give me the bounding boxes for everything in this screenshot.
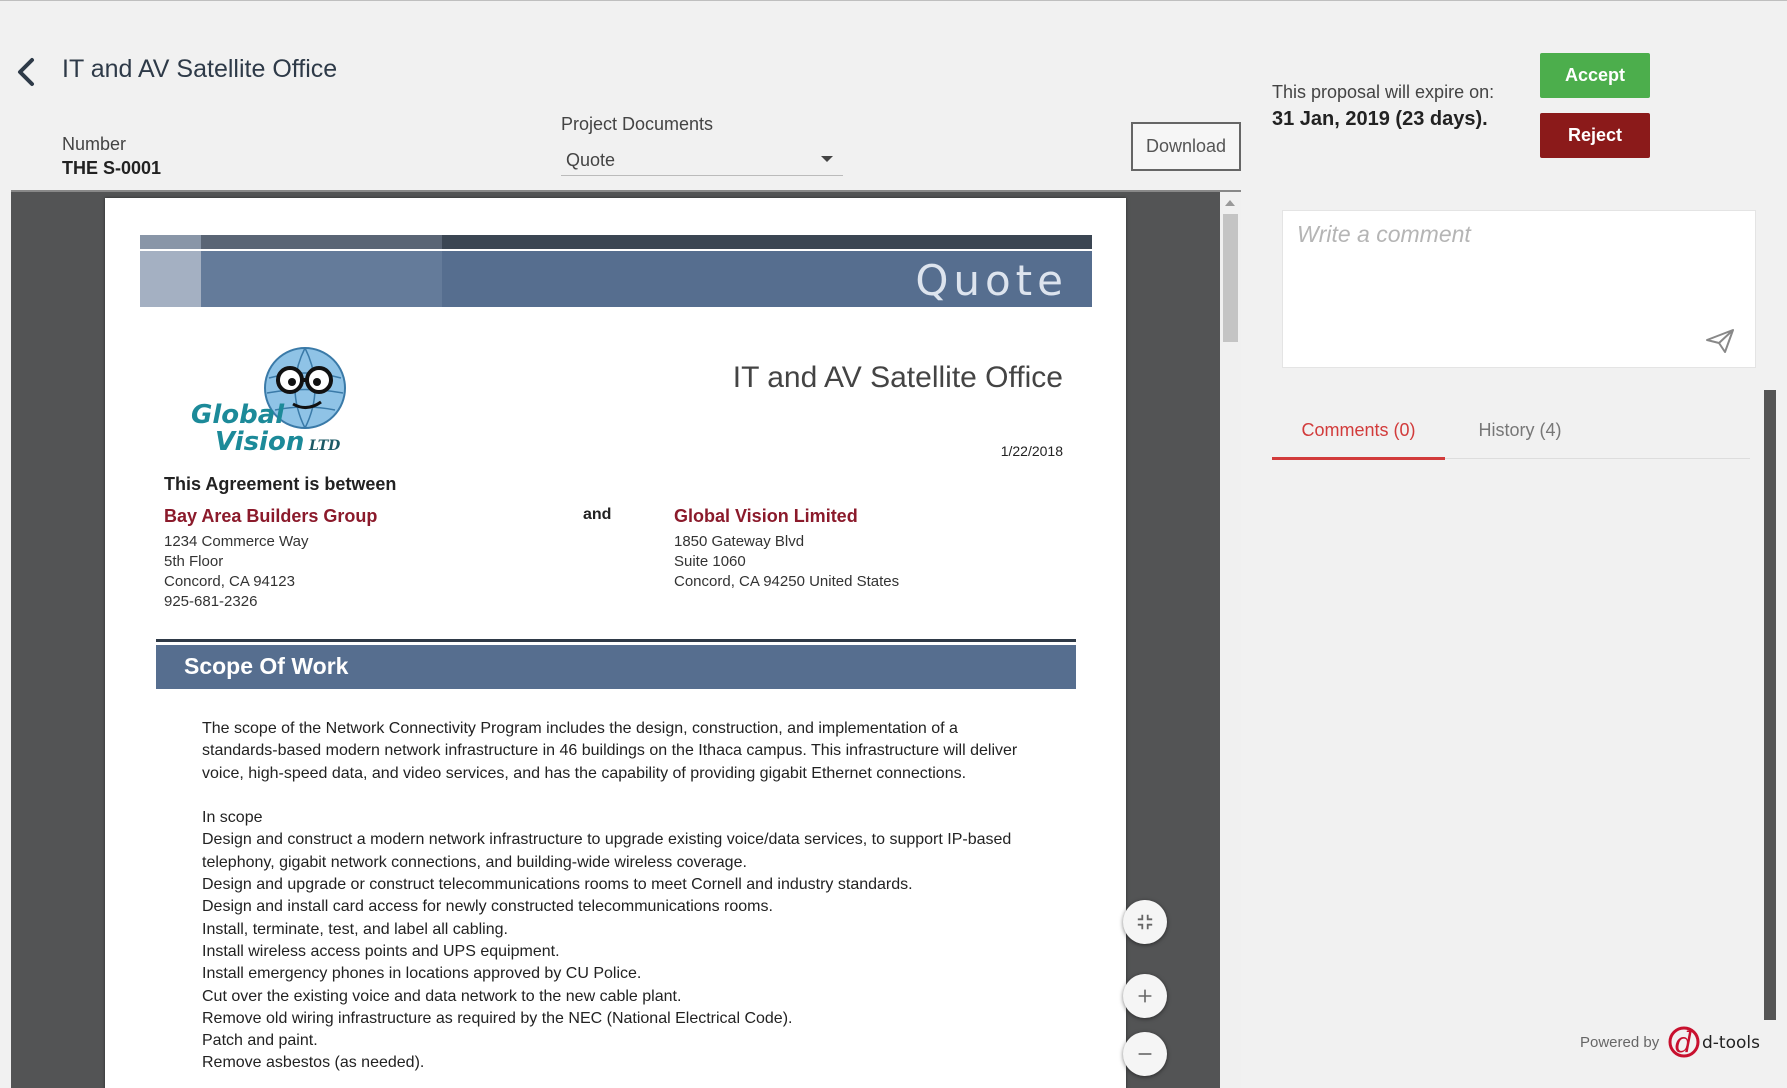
- download-button[interactable]: Download: [1131, 122, 1241, 171]
- comment-box: [1282, 210, 1756, 368]
- banner-top-stripe: [140, 235, 1092, 249]
- number-value: THE S-0001: [62, 158, 162, 178]
- scope-item: Remove asbestos (as needed).: [202, 1054, 425, 1072]
- dtools-brand-text: d-tools: [1702, 1033, 1760, 1053]
- scroll-up-icon[interactable]: [1225, 200, 1235, 206]
- banner: [140, 251, 1092, 307]
- document-date: 1/22/2018: [1000, 443, 1063, 459]
- banner-title: Quote: [915, 256, 1068, 305]
- svg-text:d: d: [1675, 1026, 1693, 1059]
- accept-button[interactable]: Accept: [1540, 53, 1650, 98]
- expire-date: 31 Jan, 2019 (23 days).: [1272, 108, 1488, 130]
- agreement-heading: This Agreement is between: [164, 474, 397, 494]
- vendor-address: [674, 532, 899, 592]
- client-address-line: Concord, CA 94123: [164, 573, 295, 590]
- and-text: and: [583, 506, 612, 523]
- scope-heading-bar: [156, 645, 1076, 689]
- zoom-out-button[interactable]: [1123, 1032, 1167, 1076]
- scope-item: Install emergency phones in locations approved by CU Police.: [202, 965, 642, 983]
- scope-body: [202, 718, 1022, 1075]
- zoom-in-button[interactable]: [1123, 974, 1167, 1018]
- fit-page-button[interactable]: [1123, 900, 1167, 944]
- scope-item: Install wireless access points and UPS equipment.: [202, 942, 560, 960]
- document-title: IT and AV Satellite Office: [732, 361, 1063, 394]
- client-name: Bay Area Builders Group: [164, 506, 378, 526]
- vendor-address-line: Suite 1060: [674, 553, 746, 570]
- panel-scrollbar[interactable]: [1764, 390, 1776, 1020]
- scope-item: Cut over the existing voice and data network to the new cable plant.: [202, 987, 682, 1005]
- scope-item: Install, terminate, test, and label all cabling.: [202, 920, 508, 938]
- caret-down-icon: [821, 156, 833, 162]
- scope-item: Patch and paint.: [202, 1032, 318, 1050]
- document-page: [105, 198, 1126, 1088]
- collapse-icon: [1136, 913, 1154, 931]
- tab-history[interactable]: History (4): [1478, 420, 1562, 440]
- scope-item: Design and construct a modern network infrastructure to upgrade existing voice/data services, to support IP-based telephony, gigabit network connections, and building-wide wireless coverage.: [202, 831, 1012, 871]
- scope-intro: The scope of the Network Connectivity Program includes the design, construction, and implementation of a standards-based modern network infrastructure in 46 buildings on the Ithaca campus. This infrastructure will deliver voice, high-speed data, and video services, and has the capability of providing gigabit Ethernet connections.: [202, 720, 1018, 782]
- scrollbar-thumb[interactable]: [1223, 214, 1238, 342]
- comment-input[interactable]: [1283, 211, 1755, 367]
- reject-button[interactable]: Reject: [1540, 113, 1650, 158]
- tab-comments[interactable]: Comments (0): [1272, 416, 1445, 460]
- vendor-name: Global Vision Limited: [674, 506, 858, 526]
- logo-text-ltd: LTD: [309, 438, 341, 454]
- client-phone: 925-681-2326: [164, 593, 258, 610]
- vendor-address-line: Concord, CA 94250 United States: [674, 573, 900, 590]
- client-address-line: 5th Floor: [164, 553, 224, 570]
- scope-item: Design and install card access for newly constructed telecommunications rooms.: [202, 898, 773, 916]
- top-border: [0, 0, 1787, 1]
- minus-icon: [1137, 1046, 1153, 1062]
- document-viewer[interactable]: [11, 190, 1241, 1088]
- powered-by-label: Powered by: [1580, 1034, 1660, 1051]
- project-documents-select[interactable]: [561, 146, 843, 176]
- client-address-line: 1234 Commerce Way: [164, 533, 309, 550]
- client-address: [164, 532, 309, 612]
- logo-text-global: Global: [191, 400, 285, 430]
- company-logo: [185, 338, 375, 458]
- number-label: Number: [62, 134, 127, 154]
- scope-divider: [156, 639, 1076, 642]
- plus-icon: [1137, 988, 1153, 1004]
- viewer-scrollbar[interactable]: [1220, 192, 1241, 1088]
- page-title: IT and AV Satellite Office: [62, 55, 338, 83]
- vendor-address-line: 1850 Gateway Blvd: [674, 533, 805, 550]
- project-documents-value: Quote: [566, 150, 616, 170]
- scope-item: Remove old wiring infrastructure as required by the NEC (National Electrical Code).: [202, 1009, 793, 1027]
- logo-text-vision: Vision: [215, 427, 305, 457]
- back-arrow-icon[interactable]: [10, 54, 42, 90]
- dtools-logo: [1668, 1022, 1768, 1062]
- scope-heading: Scope Of Work: [184, 653, 349, 679]
- in-scope-label: In scope: [202, 809, 263, 827]
- scope-item: Design and upgrade or construct telecommunications rooms to meet Cornell and industry standards.: [202, 876, 913, 894]
- project-documents-label: Project Documents: [561, 114, 714, 134]
- expire-label: This proposal will expire on:: [1272, 82, 1495, 102]
- send-icon[interactable]: [1705, 328, 1735, 354]
